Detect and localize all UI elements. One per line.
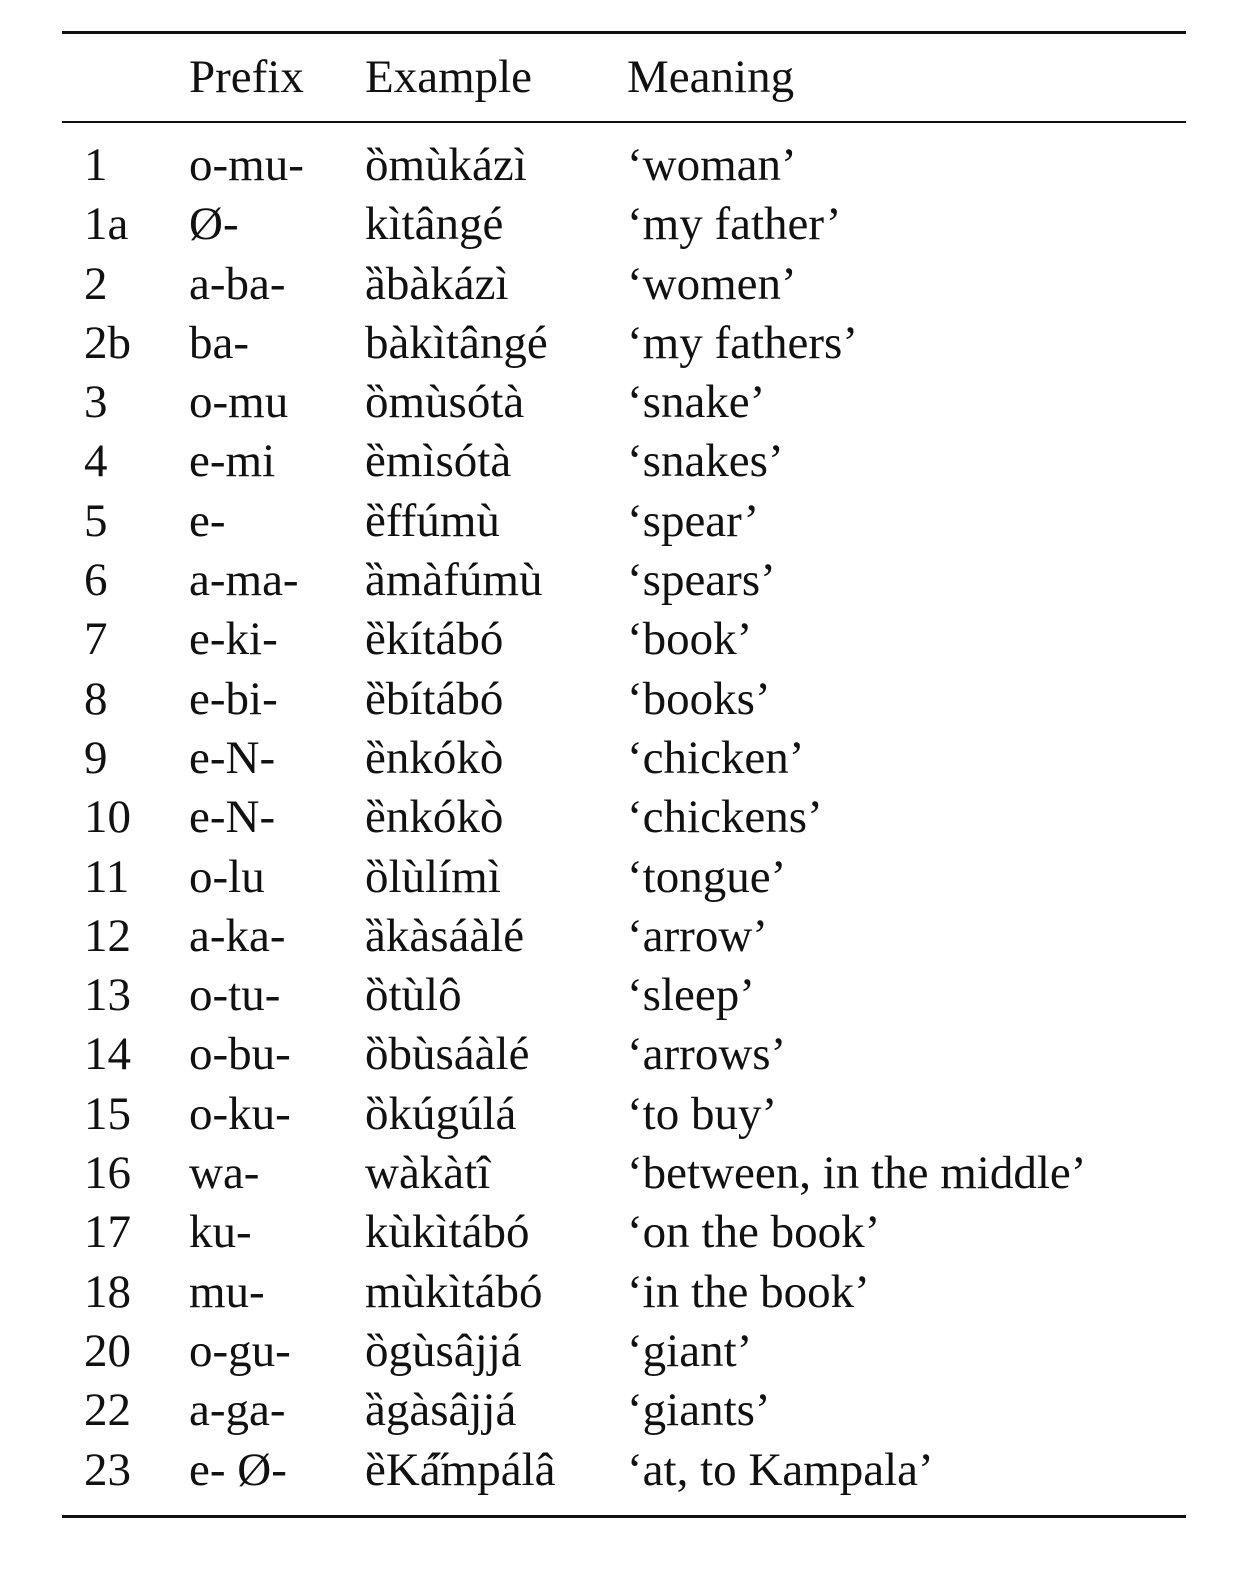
table-row — [62, 729, 1186, 788]
meaning-cell: ‘between, in the middle’ — [627, 1147, 1087, 1200]
table-row — [62, 1441, 1186, 1500]
example-cell: mùkìtábó — [365, 1265, 543, 1318]
prefix-cell: mu- — [189, 1265, 265, 1318]
prefix-cell: a-ga- — [189, 1384, 286, 1437]
meaning-cell: ‘snake’ — [627, 376, 766, 429]
example-cell: kìtângé — [365, 198, 504, 251]
class-number: 22 — [84, 1384, 131, 1437]
table-body — [62, 123, 1186, 1515]
example-cell: ȅmìsótà — [365, 435, 512, 488]
class-number: 12 — [84, 909, 131, 962]
class-number: 17 — [84, 1206, 131, 1259]
prefix-cell: o-mu — [189, 376, 289, 429]
table-row — [62, 848, 1186, 907]
meaning-cell: ‘my fathers’ — [627, 316, 858, 369]
meaning-cell: ‘spears’ — [627, 554, 776, 607]
prefix-cell: a-ka- — [189, 909, 286, 962]
meaning-cell: ‘tongue’ — [627, 850, 787, 903]
class-number: 11 — [84, 850, 130, 903]
example-cell: bàkìtângé — [365, 316, 548, 369]
meaning-cell: ‘on the book’ — [627, 1206, 881, 1259]
example-cell: ȍmùsótà — [365, 376, 525, 429]
example-cell: ȅnkókò — [365, 791, 504, 844]
header-example: Example — [365, 51, 533, 103]
prefix-cell: o-tu- — [189, 969, 281, 1022]
table-row — [62, 195, 1186, 254]
table-row — [62, 551, 1186, 610]
class-number: 7 — [84, 613, 108, 666]
example-cell: ȅKá̋mpálâ — [365, 1443, 556, 1496]
meaning-cell: ‘chickens’ — [627, 791, 823, 844]
meaning-cell: ‘in the book’ — [627, 1265, 870, 1318]
class-number: 5 — [84, 494, 108, 547]
example-cell: kùkìtábó — [365, 1206, 530, 1259]
header-prefix: Prefix — [189, 51, 304, 103]
header-meaning: Meaning — [627, 51, 795, 103]
prefix-cell: o-bu- — [189, 1028, 291, 1081]
prefix-cell: e- Ø- — [189, 1443, 287, 1496]
table-row — [62, 1203, 1186, 1262]
class-number: 23 — [84, 1443, 131, 1496]
meaning-cell: ‘my father’ — [627, 198, 842, 251]
class-number: 2b — [84, 316, 131, 369]
prefix-cell: e- — [189, 494, 226, 547]
class-number: 8 — [84, 672, 108, 725]
table-row — [62, 432, 1186, 491]
class-number: 3 — [84, 376, 108, 429]
class-number: 4 — [84, 435, 108, 488]
class-number: 10 — [84, 791, 131, 844]
table-row — [62, 314, 1186, 373]
prefix-cell: ku- — [189, 1206, 252, 1259]
prefix-cell: o-gu- — [189, 1324, 291, 1377]
class-number: 13 — [84, 969, 131, 1022]
table-row — [62, 1085, 1186, 1144]
prefix-cell: Ø- — [189, 198, 239, 251]
class-number: 16 — [84, 1147, 131, 1200]
example-cell: ȍkúgúlá — [365, 1087, 517, 1140]
prefix-cell: e-bi- — [189, 672, 278, 725]
prefix-cell: e-N- — [189, 791, 276, 844]
table-row — [62, 788, 1186, 847]
example-cell: ȅnkókò — [365, 731, 504, 784]
prefix-cell: a-ma- — [189, 554, 299, 607]
example-cell: ȅkítábó — [365, 613, 504, 666]
example-cell: ȁmàfúmù — [365, 554, 543, 607]
example-cell: ȁbàkázì — [365, 257, 509, 310]
prefix-cell: wa- — [189, 1147, 260, 1200]
class-number: 18 — [84, 1265, 131, 1318]
table-row — [62, 966, 1186, 1025]
prefix-cell: ba- — [189, 316, 250, 369]
table-row — [62, 610, 1186, 669]
meaning-cell: ‘woman’ — [627, 139, 797, 191]
header-row — [62, 34, 1186, 121]
example-cell: ȍgùsâjjá — [365, 1324, 522, 1377]
table-row — [62, 1322, 1186, 1381]
meaning-cell: ‘snakes’ — [627, 435, 784, 488]
prefix-cell: o-ku- — [189, 1087, 291, 1140]
table-row — [62, 670, 1186, 729]
meaning-cell: ‘book’ — [627, 613, 753, 666]
class-number: 1 — [84, 139, 108, 191]
prefix-cell: e-N- — [189, 731, 276, 784]
bottom-rule — [62, 1515, 1186, 1518]
meaning-cell: ‘sleep’ — [627, 969, 755, 1022]
prefix-cell: o-lu — [189, 850, 265, 903]
meaning-cell: ‘arrow’ — [627, 909, 768, 962]
table-row — [62, 492, 1186, 551]
prefix-cell: a-ba- — [189, 257, 286, 310]
class-number: 9 — [84, 731, 108, 784]
example-cell: ȍmùkázì — [365, 139, 527, 191]
meaning-cell: ‘giants’ — [627, 1384, 771, 1437]
class-number: 14 — [84, 1028, 131, 1081]
meaning-cell: ‘women’ — [627, 257, 797, 310]
table-row — [62, 255, 1186, 314]
example-cell: ȁkàsáàlé — [365, 909, 525, 962]
prefix-cell: e-mi — [189, 435, 276, 488]
example-cell: ȍlùlímì — [365, 850, 501, 903]
example-cell: wàkàtî — [365, 1147, 491, 1200]
class-number: 2 — [84, 257, 108, 310]
meaning-cell: ‘arrows’ — [627, 1028, 787, 1081]
table-row — [62, 373, 1186, 432]
class-number: 15 — [84, 1087, 131, 1140]
prefix-cell: e-ki- — [189, 613, 278, 666]
class-number: 6 — [84, 554, 108, 607]
prefix-cell: o-mu- — [189, 139, 304, 191]
table-row — [62, 1381, 1186, 1440]
example-cell: ȅffúmù — [365, 494, 500, 547]
meaning-cell: ‘chicken’ — [627, 731, 805, 784]
table-row — [62, 907, 1186, 966]
table-row — [62, 1144, 1186, 1203]
meaning-cell: ‘giant’ — [627, 1324, 753, 1377]
meaning-cell: ‘to buy’ — [627, 1087, 778, 1140]
meaning-cell: ‘books’ — [627, 672, 771, 725]
meaning-cell: ‘spear’ — [627, 494, 760, 547]
class-number: 20 — [84, 1324, 131, 1377]
noun-class-table — [62, 31, 1186, 1518]
example-cell: ȁgàsâjjá — [365, 1384, 517, 1437]
meaning-cell: ‘at, to Kampala’ — [627, 1443, 934, 1496]
example-cell: ȍbùsáàlé — [365, 1028, 530, 1081]
class-number: 1a — [84, 198, 129, 251]
example-cell: ȍtùlô — [365, 969, 462, 1022]
table-row — [62, 1025, 1186, 1084]
table-row — [62, 1263, 1186, 1322]
table-row — [62, 136, 1186, 195]
example-cell: ȅbítábó — [365, 672, 504, 725]
